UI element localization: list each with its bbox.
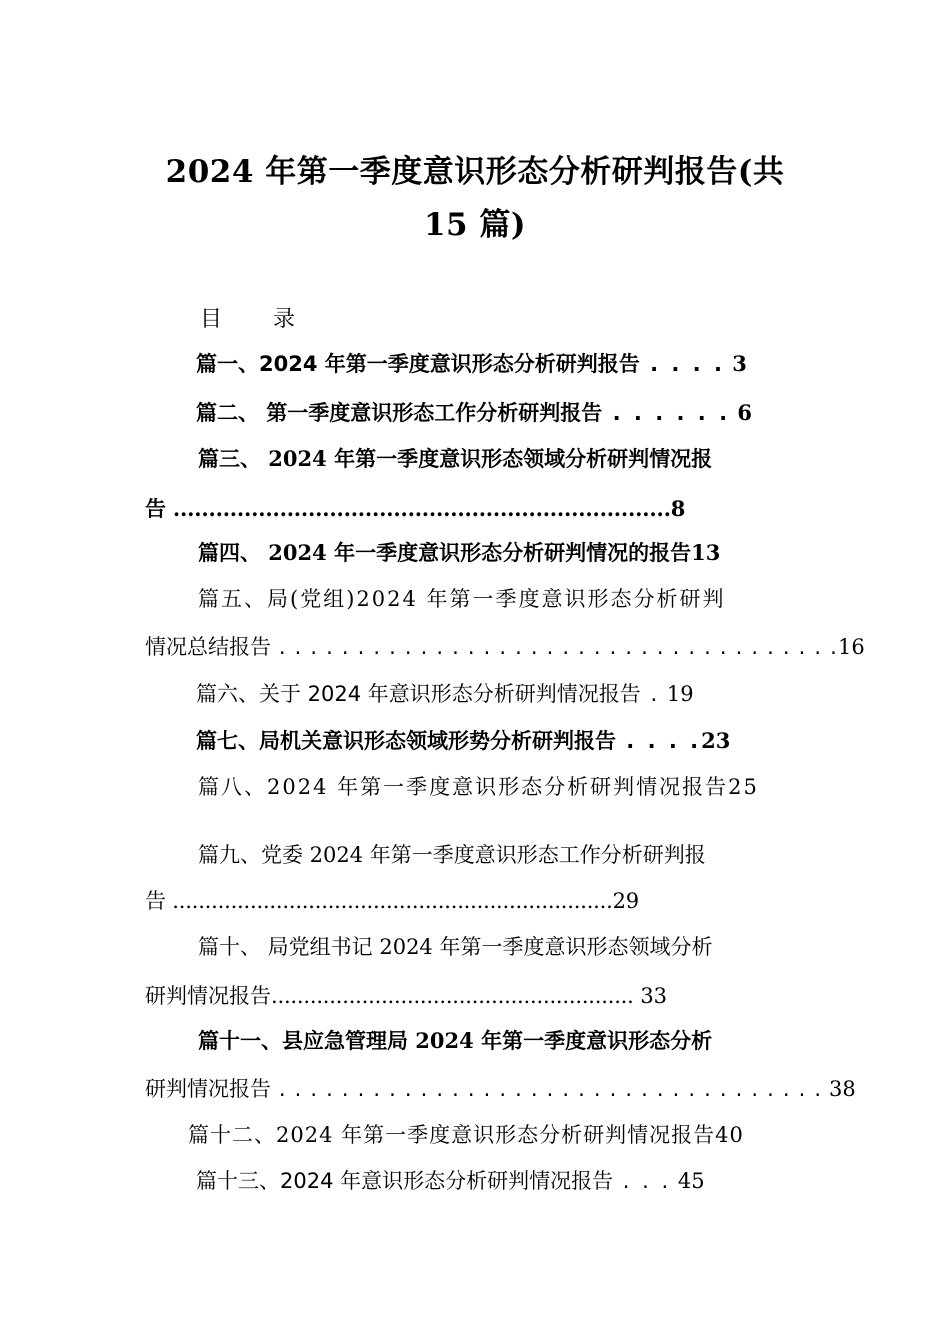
toc-leader: ......................................................................	[165, 496, 671, 521]
toc-entry[interactable]	[198, 932, 712, 962]
toc-entry-text: 研判情况报告	[145, 984, 271, 1008]
toc-entry-continuation[interactable]	[145, 886, 639, 916]
toc-entry-text: 篇九、党委 2024 年第一季度意识形态工作分析研判报	[198, 843, 706, 867]
toc-entry-continuation[interactable]	[145, 632, 865, 662]
toc-page-number: 23	[701, 728, 731, 753]
toc-entry-continuation[interactable]	[145, 981, 667, 1011]
toc-leader: . . . . . . . . . . . . . . . . . . . . . . . . . . . . . . . . . . . .	[271, 635, 839, 659]
toc-entry-continuation[interactable]	[145, 494, 685, 524]
toc-page-number: 25	[728, 775, 759, 799]
toc-entry-text: 篇八、2024 年第一季度意识形态分析研判情况报告	[198, 775, 729, 799]
toc-entry[interactable]	[198, 538, 720, 568]
toc-leader: . . . .	[616, 729, 702, 753]
toc-entry-text: 情况总结报告	[145, 635, 271, 659]
toc-entry[interactable]	[196, 679, 694, 709]
toc-entry-text: 篇二、 第一季度意识形态工作分析研判报告	[196, 401, 603, 425]
toc-entry-text: 告	[145, 889, 166, 913]
toc-entry-text: 篇十、 局党组书记 2024 年第一季度意识形态领域分析	[198, 935, 713, 959]
toc-entry[interactable]	[196, 726, 730, 756]
toc-entry-text: 告	[145, 496, 166, 521]
toc-page-number: 13	[691, 540, 721, 565]
toc-leader: . . . . . . . . . . . . . . . . . . . . . . . . . . . . . . . . . . .	[271, 1077, 823, 1101]
document-title-line1: 2024 年第一季度意识形态分析研判报告(共	[165, 154, 785, 190]
toc-entry[interactable]	[198, 584, 726, 614]
toc-page-number: 19	[666, 682, 694, 706]
toc-page-number: 16	[838, 635, 865, 659]
toc-entry-text: 篇三、 2024 年第一季度意识形态领域分析研判情况报	[198, 446, 713, 471]
toc-page-number: 6	[737, 400, 752, 425]
toc-entry[interactable]	[198, 840, 706, 870]
toc-entry-text: 篇十三、2024 年意识形态分析研判情况报告	[196, 1169, 614, 1193]
toc-entry[interactable]	[198, 772, 759, 802]
toc-entry-text: 研判情况报告	[145, 1077, 271, 1101]
toc-page-number: 38	[828, 1077, 856, 1101]
toc-entry-continuation[interactable]	[145, 1074, 856, 1104]
toc-leader: . . .	[613, 1169, 672, 1193]
toc-leader: .	[640, 682, 661, 706]
toc-entry[interactable]	[196, 1166, 705, 1196]
toc-leader: . . . .	[639, 352, 725, 376]
toc-leader: . . . . . .	[602, 401, 731, 425]
toc-entry-text: 篇十一、县应急管理局 2024 年第一季度意识形态分析	[198, 1028, 713, 1053]
toc-entry-text: 篇十二、2024 年第一季度意识形态分析研判情况报告	[188, 1123, 716, 1147]
toc-entry[interactable]	[196, 398, 752, 428]
toc-page-number: 29	[612, 889, 639, 913]
toc-entry-text: 篇一、2024 年第一季度意识形态分析研判报告	[196, 352, 640, 376]
toc-entry[interactable]	[188, 1120, 744, 1150]
toc-page-number: 33	[640, 984, 668, 1008]
toc-entry-text: 篇六、关于 2024 年意识形态分析研判情况报告	[196, 682, 641, 706]
toc-page-number: 3	[732, 351, 747, 376]
document-title-line2: 15 篇)	[423, 207, 527, 243]
toc-entry-text: 篇四、 2024 年一季度意识形态分析研判情况的报告	[198, 540, 692, 565]
toc-entry[interactable]	[198, 444, 712, 474]
toc-entry[interactable]	[196, 349, 747, 379]
toc-entry-text: 篇七、局机关意识形态领域形势分析研判报告	[196, 729, 616, 753]
toc-entry-text: 篇五、局(党组)2024 年第一季度意识形态分析研判	[198, 587, 726, 611]
toc-leader: ....................................................................	[165, 889, 613, 913]
toc-heading: 目 录	[200, 307, 317, 332]
toc-page-number: 8	[670, 496, 686, 521]
toc-page-number: 45	[677, 1169, 705, 1193]
toc-leader: ........................................................	[271, 984, 634, 1008]
toc-entry[interactable]	[198, 1026, 712, 1056]
toc-page-number: 40	[715, 1123, 744, 1147]
